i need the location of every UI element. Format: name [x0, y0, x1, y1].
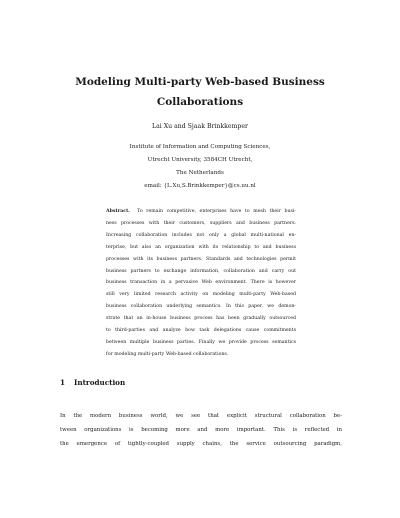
affiliation-line: The Netherlands [176, 170, 224, 176]
title-line-1: Modeling Multi-party Web-based Business [75, 76, 325, 88]
section-number: 1 [60, 378, 66, 387]
abstract-line: business partners to exchange information, collaboration and carry out [106, 268, 296, 274]
author-list: Lai Xu and Sjaak Brinkkemper [151, 123, 249, 130]
abstract-line: between multiple business parties. Finally we provide process semantics [106, 339, 296, 345]
body-line: In the modern business world, we see that explicit structural collaboration be- [60, 413, 342, 419]
abstract-line: still very limited research activity on modeling multi-party Web-based [106, 292, 296, 298]
abstract-line [106, 206, 296, 218]
abstract-line: for modeling multi-party Web-based collaborations. [106, 351, 229, 357]
author-email: email: {L.Xu,S.Brinkkemper}@cs.uu.nl [144, 183, 256, 189]
abstract-line: ness processes with their customers, suppliers and business partners. [106, 220, 296, 226]
abstract-line: terprise, but also an organization with its relationship to and business [106, 244, 296, 250]
abstract [106, 206, 296, 361]
section-title: Introduction [74, 378, 126, 387]
affiliation-block [60, 141, 340, 193]
abstract-line: Increasing collaboration includes not only a global multi-national en- [106, 232, 296, 238]
abstract-line: processes with its business partners. Standards and technologies permit [106, 256, 296, 262]
affiliation-line: Institute of Information and Computing Sciences, [129, 144, 271, 150]
abstract-text: To remain competitive, enterprises have to mesh their busi- [137, 209, 297, 214]
abstract-line: to third-parties and analyze how task delegations cause commitments [106, 328, 296, 334]
body-line: tween organizations is becoming more and more important. This is reflected in [60, 427, 342, 433]
abstract-label: Abstract. [106, 209, 130, 214]
abstract-line: business transaction in a pervasive Web environment. There is however [106, 280, 296, 286]
body-line: the emergence of tightly-coupled supply chains, the service outsourcing paradigm, [60, 441, 342, 447]
affiliation-line: Utrecht University, 3584CH Utrecht, [147, 157, 253, 163]
body-paragraph [60, 409, 342, 451]
title-line-2: Collaborations [156, 96, 244, 108]
abstract-line: business collaboration underlying semantics. In this paper, we demon- [106, 304, 296, 310]
paper-title [60, 72, 340, 112]
abstract-line: strate that an in-house business process has been gradually outsourced [106, 316, 296, 322]
section-heading [60, 378, 125, 387]
